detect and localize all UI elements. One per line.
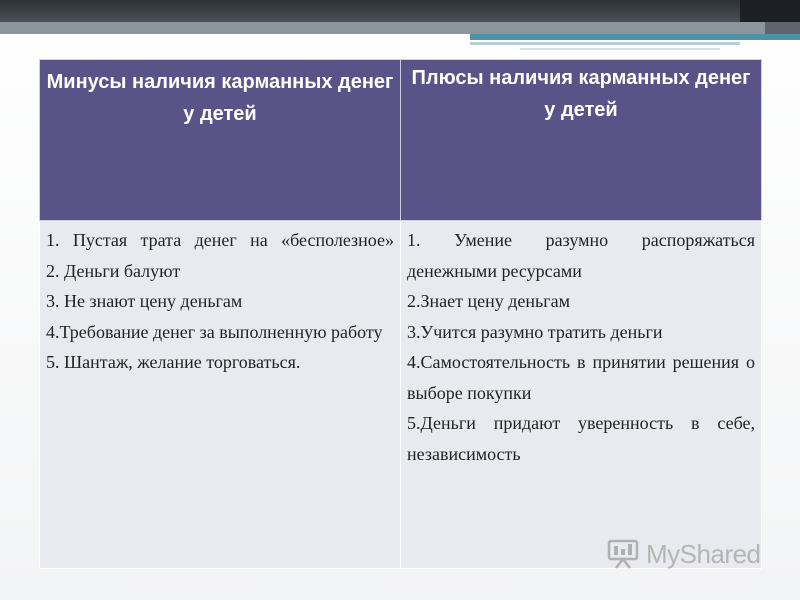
top-decorative-cap (740, 0, 800, 22)
top-teal-stripe (470, 34, 800, 40)
top-decorative-cap-2 (765, 22, 800, 34)
top-light-stripe-2 (520, 48, 720, 50)
plus-item-2: 2.Знает цену деньгам (407, 291, 571, 311)
table-header-row (40, 60, 762, 221)
header-minuses-text: Минусы наличия карманных денег у детей (46, 71, 394, 125)
header-pluses (401, 60, 762, 221)
top-decorative-bar (0, 0, 800, 22)
top-gray-stripe (0, 22, 800, 34)
header-minuses (40, 60, 401, 221)
top-light-stripe (470, 42, 740, 45)
myshared-watermark (606, 536, 766, 572)
minus-item-1: 1. Пустая трата денег на «бесполезное» (46, 230, 394, 250)
minus-item-2: 2. Деньги балуют (46, 260, 181, 281)
minuses-cell (40, 221, 401, 569)
plus-item-1: 1. Умение разумно распоряжаться денежными ресурсами (407, 230, 755, 281)
table-body-row (40, 221, 762, 569)
minus-item-3: 3. Не знают цену деньгам (46, 291, 243, 311)
header-pluses-text: Плюсы наличия карманных денег у детей (411, 67, 751, 121)
watermark-text: MyShared (646, 538, 761, 569)
minus-item-5: 5. Шантаж, желание торговаться. (46, 352, 301, 372)
plus-item-4: 4.Самостоятельность в принятии решения о выборе покупки (407, 352, 755, 403)
pluses-cell (401, 221, 762, 569)
comparison-table (39, 59, 762, 569)
presentation-board-icon (606, 537, 640, 571)
plus-item-3: 3.Учится разумно тратить деньги (407, 321, 663, 342)
minus-item-4: 4.Требование денег за выполненную работу (46, 321, 383, 342)
plus-item-5: 5.Деньги придают уверенность в себе, независимость (407, 413, 755, 464)
